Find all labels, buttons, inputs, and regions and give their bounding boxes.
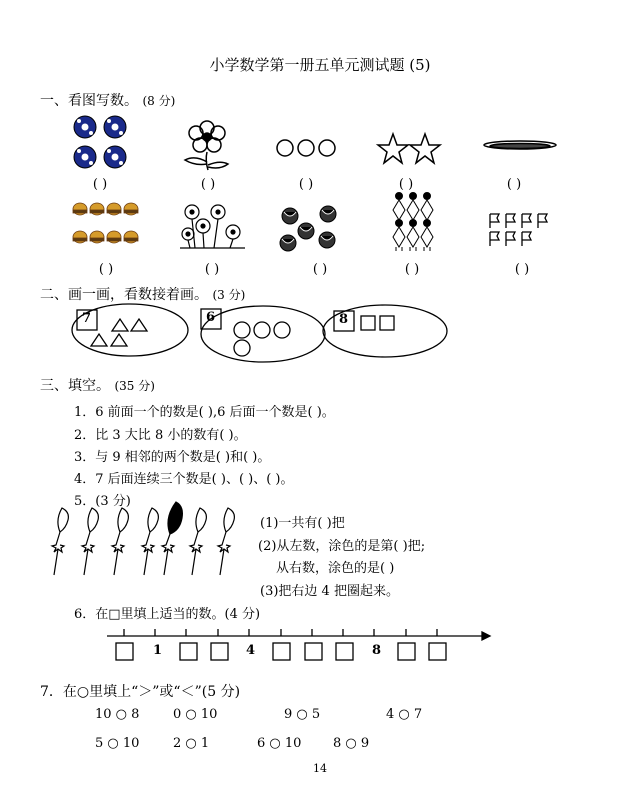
dolls-icon: [393, 193, 433, 252]
circles-icon: [277, 140, 335, 156]
section3-score: (35 分): [114, 379, 155, 393]
triangle-icon: [91, 334, 107, 346]
page-title: 小学数学第一册五单元测试题 (5): [209, 56, 431, 74]
compare-item: 9 ○ 5: [284, 707, 321, 722]
section2-heading-text: 二、画一画，看数接着画。: [40, 287, 208, 303]
question-6: 6．在□里填上适当的数。(4 分): [74, 607, 261, 622]
stars-icon: [378, 134, 440, 163]
compare-item: 2 ○ 1: [173, 736, 210, 751]
flags-icon: [490, 214, 547, 246]
question-5: 5．(3 分): [74, 494, 131, 509]
question-3: 3．与 9 相邻的两个数是( )和( )。: [74, 450, 271, 465]
section3-heading-text: 三、填空。: [40, 378, 110, 394]
box-number-6: 6: [206, 310, 216, 325]
box-number-8: 8: [339, 312, 349, 327]
compare-item: 8 ○ 9: [333, 736, 370, 751]
question-5d: (3)把右边 4 把圈起来。: [260, 584, 399, 599]
compare-item: 0 ○ 10: [173, 707, 218, 722]
balls-icon: [280, 206, 336, 251]
number-line: [107, 629, 490, 660]
compare-item: 4 ○ 7: [386, 707, 423, 722]
compare-item: 10 ○ 8: [95, 707, 140, 722]
question-2: 2．比 3 大比 8 小的数有( )。: [74, 428, 247, 443]
flower-icon: [185, 121, 228, 170]
section1-score: (8 分): [142, 94, 176, 108]
section1-heading-text: 一、看图写数。: [40, 93, 138, 109]
answer-blank[interactable]: ( ): [200, 177, 216, 192]
box-number-7: 7: [82, 311, 92, 326]
answer-blank[interactable]: ( ): [514, 262, 530, 277]
page-number: 14: [313, 762, 327, 775]
section2-heading: [40, 284, 245, 304]
drawing-ovals: [72, 304, 447, 362]
section2-score: (3 分): [212, 288, 246, 302]
triangle-icon: [112, 319, 128, 331]
answer-blank[interactable]: ( ): [506, 177, 522, 192]
answer-blank[interactable]: ( ): [312, 262, 328, 277]
triangle-icon: [131, 319, 147, 331]
numberline-label-8: 8: [372, 643, 382, 658]
answer-blank[interactable]: ( ): [98, 262, 114, 277]
compare-item: 6 ○ 10: [257, 736, 302, 751]
triangle-icon: [111, 334, 127, 346]
numberline-label-1: 1: [153, 643, 163, 658]
soccer-balls-icon: [74, 116, 126, 168]
answer-blank[interactable]: ( ): [298, 177, 314, 192]
question-4: 4．7 后面连续三个数是( )、( )、( )。: [74, 472, 294, 487]
compare-item: 5 ○ 10: [95, 736, 140, 751]
answer-blank[interactable]: ( ): [404, 262, 420, 277]
answer-blank[interactable]: ( ): [204, 262, 220, 277]
question-1: 1．6 前面一个的数是( ),6 后面一个数是( )。: [74, 405, 335, 420]
flowers-icon: [180, 205, 245, 248]
question-5a: (1)一共有( )把: [260, 516, 345, 531]
answer-blank[interactable]: ( ): [92, 177, 108, 192]
numberline-label-4: 4: [246, 643, 256, 658]
oval-2: [201, 306, 325, 362]
burgers-icon: [73, 203, 138, 243]
section3-heading: [40, 375, 155, 395]
question-5b: (2)从左数，涂色的是第( )把;: [258, 539, 426, 554]
answer-blank[interactable]: ( ): [398, 177, 414, 192]
flame-sticks-icon: [52, 502, 234, 575]
plate-icon: [484, 141, 556, 149]
question-5c: 从右数，涂色的是( ): [276, 561, 395, 576]
section4-heading: 7．在○里填上“＞”或“＜”(5 分): [40, 684, 241, 700]
